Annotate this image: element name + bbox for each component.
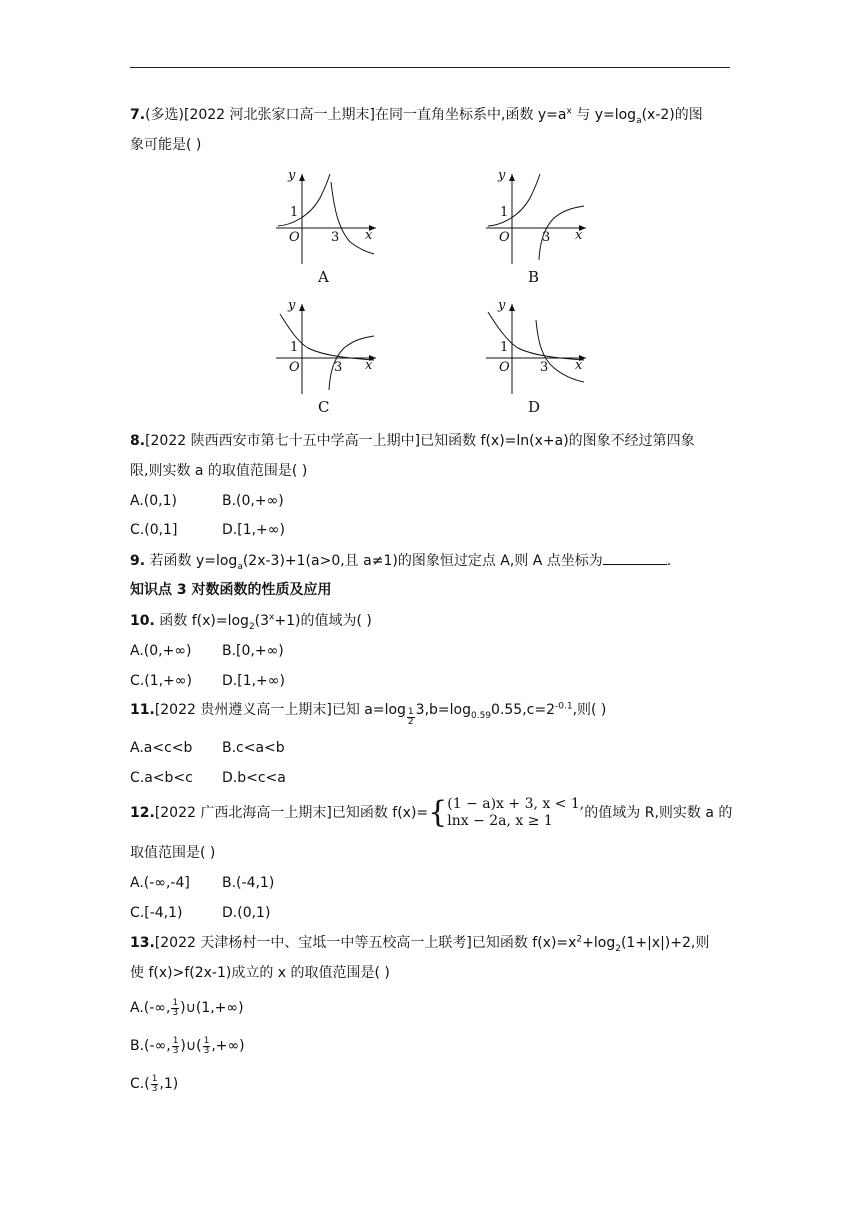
q7-line2: 象可能是( )	[130, 137, 202, 153]
q8-line2: 限,则实数 a 的取值范围是( )	[130, 463, 308, 479]
q12-number: 12.	[130, 805, 155, 821]
curve-exp-b	[488, 174, 540, 226]
q11-line: 11.[2022 贵州遵义高一上期末]已知 a=log $\frac{1}{2}$ $3,b=\log_{0.59}0.55,c=2^{-0.1}$,则( )	[130, 701, 607, 727]
q11-option-c[interactable]: C.a<b<c	[130, 770, 193, 786]
q8-line1: 8.[2022 陕西西安市第七十五中学高一上期中]已知函数 f(x)=ln(x+a)的图象不经过第四象	[130, 433, 695, 449]
q10-number: 10.	[130, 613, 155, 629]
q12-option-c[interactable]: C.[-4,1)	[130, 905, 183, 921]
q7-line1: 7.(多选)[2022 河北张家口高一上期末]在同一直角坐标系中,函数 $y=a^x$ 与 $y=\log_a(x-2)$的图	[130, 106, 703, 126]
q12-option-a[interactable]: A.(-∞,-4]	[130, 875, 190, 891]
label-a: A	[318, 268, 329, 286]
q10-option-b[interactable]: B.[0,+∞)	[222, 643, 284, 659]
q11-options-row2	[130, 768, 314, 788]
q11-option-a[interactable]: A.a<c<b	[130, 740, 193, 756]
graph-c	[272, 298, 382, 398]
graph-b	[482, 168, 592, 268]
q11-log-base-fraction: $\frac{1}{2}$	[407, 707, 414, 727]
q12-line2: 取值范围是( )	[130, 845, 216, 861]
label-d: D	[528, 398, 541, 416]
q13-line1: 13.[2022 天津杨村一中、宝坻一中等五校高一上联考]已知函数 $f(x)=x^2+\log_2(1+|x|)+2$,则	[130, 934, 710, 954]
q12-option-d[interactable]: D.(0,1)	[222, 905, 271, 921]
curve-exp-a	[278, 174, 330, 226]
q10-options-row2	[130, 671, 314, 691]
q11-option-b[interactable]: B.c<a<b	[222, 740, 285, 756]
q12-options-row1	[130, 873, 314, 893]
q8-option-b[interactable]: B.(0,+∞)	[222, 493, 284, 509]
q8-options-row1	[130, 491, 314, 511]
q10-options-row1	[130, 641, 314, 661]
q10-option-c[interactable]: C.(1,+∞)	[130, 673, 192, 689]
q9-number: 9.	[130, 553, 146, 569]
q10-line: 10. 函数 $f(x)=\log_2(3^x+1)$的值域为( )	[130, 612, 372, 632]
figure-c: y 1 O 3 x C	[272, 298, 382, 398]
q13-number: 13.	[130, 935, 155, 951]
q10-option-a[interactable]: A.(0,+∞)	[130, 643, 192, 659]
q8-number: 8.	[130, 433, 146, 449]
q12-line1: 12.[2022 广西北海高一上期末]已知函数 f(x)={ (1 − a)x + 3, x < 1, lnx − 2a, x ≥ 1 的值域为 R,则实数 a 的	[130, 795, 733, 830]
label-b: B	[528, 268, 540, 286]
figure-a: y 1 O 3 x A	[272, 168, 382, 268]
q12-options-row2	[130, 903, 314, 923]
q7-number: 7.	[130, 107, 146, 123]
section-3-heading: 知识点 3 对数函数的性质及应用	[130, 582, 332, 598]
q8-option-a[interactable]: A.(0,1)	[130, 493, 177, 509]
q13-option-c[interactable]: C.( $\frac{1}{3}$ ,1)	[130, 1073, 179, 1094]
q8-option-d[interactable]: D.[1,+∞)	[222, 522, 285, 538]
graph-d	[482, 298, 592, 398]
header-rule	[130, 67, 730, 68]
q11-number: 11.	[130, 702, 155, 718]
q9-line: 9. 若函数 $y=\log_a(2x-3)+1(a>0$,且 a≠1)的图象恒过定点 A,则 A 点坐标为 .	[130, 550, 671, 571]
figure-d: y 1 O 3 x D	[482, 298, 592, 398]
q8-option-c[interactable]: C.(0,1]	[130, 522, 178, 538]
q11-option-d[interactable]: D.b<c<a	[222, 770, 286, 786]
q13-line2: 使 f(x)>f(2x-1)成立的 x 的取值范围是( )	[130, 965, 390, 981]
q11-options-row1	[130, 738, 314, 758]
q8-options-row2	[130, 520, 314, 540]
label-c: C	[318, 398, 330, 416]
q13-option-a[interactable]: A.(-∞, $\frac{1}{3}$ )∪(1,+∞)	[130, 997, 244, 1018]
q13-option-b[interactable]: B.(-∞, $\frac{1}{3}$ )∪( $\frac{1}{3}$ ,+∞)	[130, 1035, 245, 1056]
q9-answer-blank[interactable]	[603, 550, 667, 565]
q12-option-b[interactable]: B.(-4,1)	[222, 875, 275, 891]
graph-a	[272, 168, 382, 268]
q12-piecewise: (1 − a)x + 3, x < 1, lnx − 2a, x ≥ 1	[447, 796, 585, 829]
q10-option-d[interactable]: D.[1,+∞)	[222, 673, 285, 689]
figure-b: y 1 O 3 x B	[482, 168, 592, 268]
